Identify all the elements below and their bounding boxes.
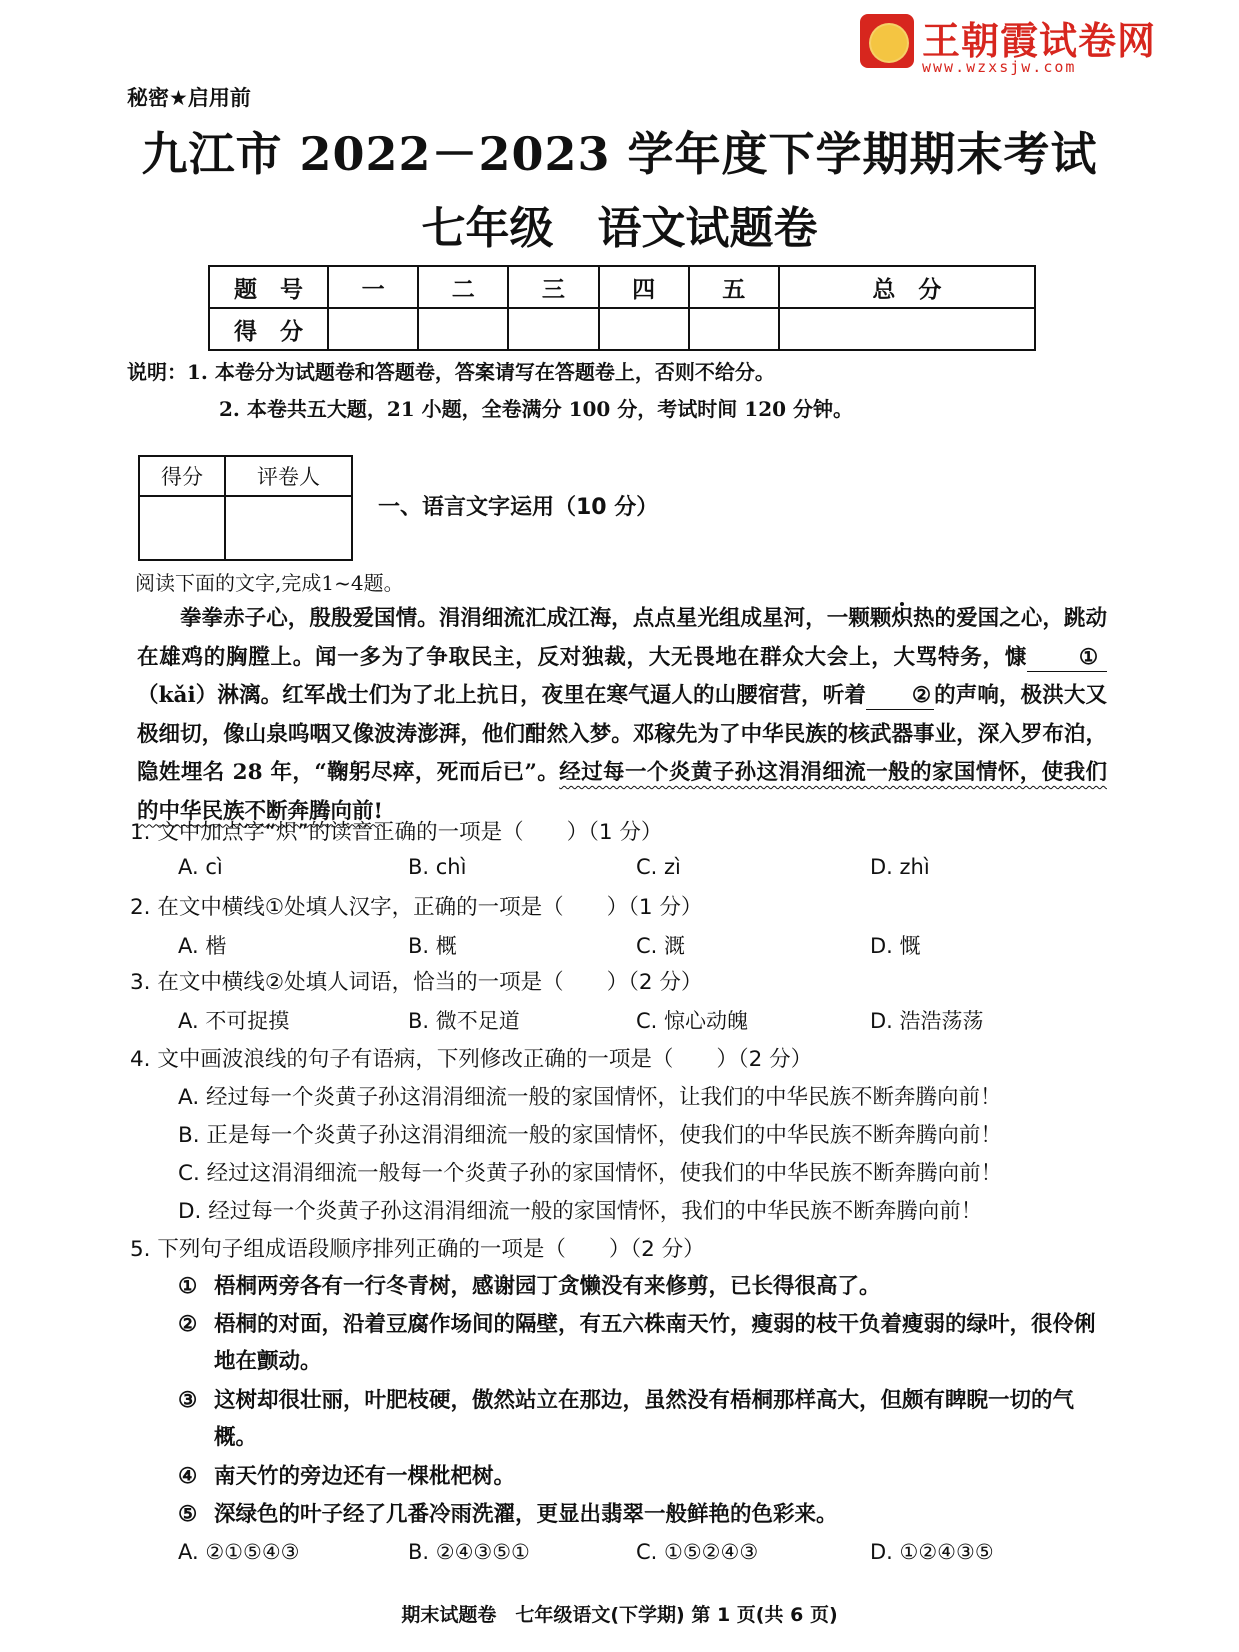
score-table-cell: 得 分 [209,308,328,350]
reading-passage [137,600,1107,831]
option-d: D. ①②④③⑤ [870,1540,994,1564]
logo-url: www.wzxsjw.com [922,58,1077,76]
option-b: B. ②④③⑤① [408,1540,530,1564]
note-line-2: 2. 本卷共五大题，21 小题，全卷满分 100 分，考试时间 120 分钟。 [219,397,853,421]
sentence-number: ④ [178,1464,198,1489]
sentence-item [178,1496,1108,1533]
sentence-text: 南天竹的旁边还有一棵枇杷树。 [214,1464,516,1489]
score-table-cell: 五 [689,266,779,308]
score-table-cell: 二 [418,266,508,308]
score-table-cell: 总 分 [779,266,1035,308]
option-b: B. 微不足道 [408,1009,520,1033]
option-d: D. 经过每一个炎黄子孙这涓涓细流一般的家国情怀，我们的中华民族不断奔腾向前！ [178,1199,983,1224]
option-a: A. ②①⑤④③ [178,1540,300,1564]
blank-2: ② [866,683,934,710]
wavy-sentence: 经过每一个炎黄子孙这涓涓细流一般的家国情怀，使我们的中华民族不断奔腾向前! [137,760,1107,824]
option-c: C. 惊心动魄 [636,1009,749,1033]
score-box [689,308,779,350]
option-b: B. chì [408,855,467,879]
site-logo [860,10,1230,80]
sentence-text: 这树却很壮丽，叶肥枝硬，傲然站立在那边，虽然没有梧桐那样高大，但颇有睥睨一切的气概。 [214,1388,1075,1450]
question-3-stem: 3. 在文中横线②处填人词语，恰当的一项是（ ）（2 分） [130,970,703,995]
sentence-text: 梧桐两旁各有一行冬青树，感谢园丁贪懒没有来修剪，已长得很高了。 [214,1274,881,1299]
sentence-item [178,1268,1108,1305]
secret-label: 秘密★启用前 [127,86,251,110]
dotted-char: 炽 [891,606,913,631]
grader-score-label: 得分 [139,456,225,496]
sentence-item [178,1458,1108,1495]
score-table-cell: 一 [328,266,418,308]
sentence-number: ① [178,1274,198,1299]
passage-text: 拳拳赤子心，殷殷爱国情。涓涓细流汇成江海，点点星光组成星河，一颗颗 [180,606,892,631]
option-d: D. 浩浩荡荡 [870,1009,984,1033]
sentence-number: ③ [178,1388,198,1413]
option-a: A. cì [178,855,223,879]
score-box [599,308,689,350]
score-table-score-row [209,308,1035,350]
option-c: C. 溉 [636,934,686,958]
option-b: B. 概 [408,934,457,958]
score-box [418,308,508,350]
score-table-cell: 三 [508,266,598,308]
sentence-item [178,1382,1108,1456]
sentence-number: ② [178,1312,198,1337]
score-table-header-row [209,266,1035,308]
option-c: C. ①⑤②④③ [636,1540,759,1564]
sentence-text: 梧桐的对面，沿着豆腐作场间的隔壁，有五六株南天竹，瘦弱的枝干负着瘦弱的绿叶，很伶俐地在颤动。 [214,1312,1096,1374]
option-a: A. 不可捉摸 [178,1009,290,1033]
option-d: D. zhì [870,855,930,879]
sentence-item [178,1306,1108,1380]
option-c: C. zì [636,855,681,879]
grader-name-box [225,496,352,560]
page-footer: 期末试题卷 七年级语文(下学期) 第 1 页(共 6 页) [401,1604,838,1626]
sentence-number: ⑤ [178,1502,198,1527]
grader-score-box [139,496,225,560]
score-box [779,308,1035,350]
logo-name: 王朝霞试卷网 [922,19,1157,63]
question-1-stem: 1. 文中加点字“炽”的读音正确的一项是（ ）（1 分） [130,820,663,845]
section-title: 一、语言文字运用（10 分） [378,495,659,520]
exam-title: 九江市 2022－2023 学年度下学期期末考试 [141,127,1098,181]
question-4-stem: 4. 文中画波浪线的句子有语病，下列修改正确的一项是（ ）（2 分） [130,1047,813,1072]
option-c: C. 经过这涓涓细流一般每一个炎黄子孙的家国情怀，使我们的中华民族不断奔腾向前！ [178,1161,1003,1186]
option-a: A. 楷 [178,934,227,958]
question-2-stem: 2. 在文中横线①处填人汉字，正确的一项是（ ）（1 分） [130,895,703,920]
exam-subtitle: 七年级 语文试题卷 [421,203,818,254]
option-d: D. 慨 [870,934,921,958]
reading-instruction: 阅读下面的文字,完成1~4题。 [135,571,404,595]
passage-text: 的声响，极洪大又极细切，像山泉呜咽又像波涛澎湃，他们酣然入梦。邓稼先为了中华民族的核武器事业，深入罗布泊，隐姓埋名 28 年，“鞠躬尽瘁，死而后已”。 [137,683,1107,785]
logo-badge-icon [860,14,914,68]
grader-table [138,455,353,561]
score-box [508,308,598,350]
sentence-text: 深绿色的叶子经了几番冷雨洗濯，更显出翡翠一般鲜艳的色彩来。 [214,1502,838,1527]
score-box [328,308,418,350]
option-b: B. 正是每一个炎黄子孙这涓涓细流一般的家国情怀，使我们的中华民族不断奔腾向前！ [178,1123,1002,1148]
score-table-cell: 四 [599,266,689,308]
option-a: A. 经过每一个炎黄子孙这涓涓细流一般的家国情怀，让我们的中华民族不断奔腾向前！ [178,1085,1002,1110]
score-table-cell: 题 号 [209,266,328,308]
score-table [208,265,1036,351]
note-line-1: 说明：1. 本卷分为试题卷和答题卷，答案请写在答题卷上，否则不给分。 [127,360,775,384]
passage-text: （kǎi）淋漓。红军战士们为了北上抗日，夜里在寒气逼人的山腰宿营，听着 [137,683,867,708]
blank-1: ① [1027,645,1107,672]
passage-text: 热的爱国之心，跳动在雄鸡的胸膛上。闻一多为了争取民主，反对独裁，大无畏地在群众大会上，大骂特务，慷 [137,606,1107,670]
grader-name-label: 评卷人 [225,456,352,496]
question-5-stem: 5. 下列句子组成语段顺序排列正确的一项是（ ）（2 分） [130,1237,705,1262]
